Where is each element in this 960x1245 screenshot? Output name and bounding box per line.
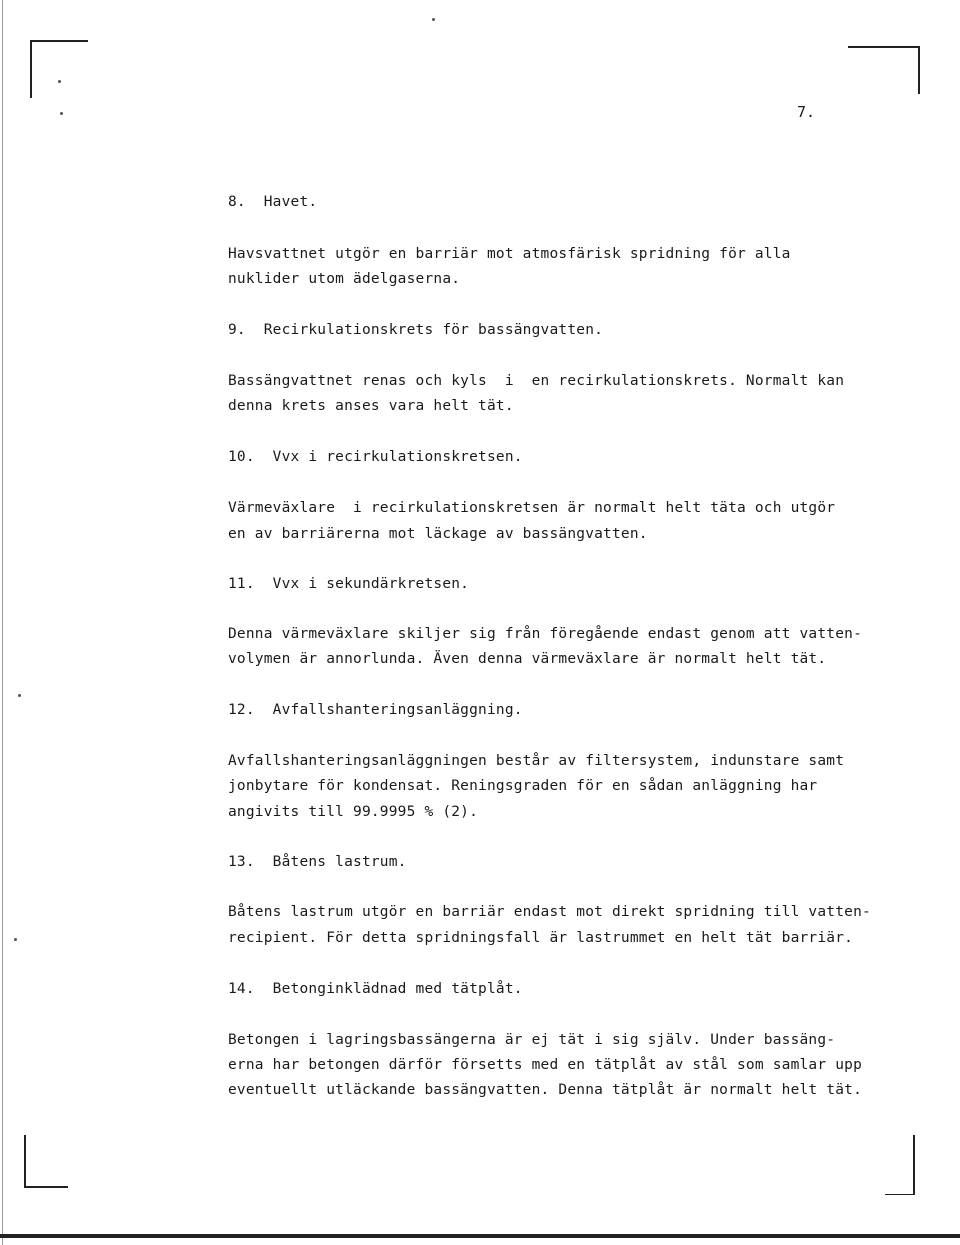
corner-mark-bottom-left-v [24,1135,26,1187]
page-number: 7. [797,103,816,121]
corner-mark-bottom-right-v [913,1135,915,1195]
body-line: nuklider utom ädelgaserna. [228,271,461,287]
left-edge-line [2,0,3,1245]
section-heading: 8. Havet. [228,194,318,210]
body-line: Betongen i lagringsbassängerna är ej tät i sig själv. Under bassäng- [228,1032,836,1048]
section-heading: 9. Recirkulationskrets för bassängvatten. [228,322,604,338]
body-line: recipient. För detta spridningsfall är lastrummet en helt tät barriär. [228,930,854,946]
section-heading: 10. Vvx i recirkulationskretsen. [228,449,523,465]
bottom-edge-line [0,1234,960,1238]
section-heading: 11. Vvx i sekundärkretsen. [228,576,470,592]
body-line: denna krets anses vara helt tät. [228,398,514,414]
speck [18,694,21,697]
body-line: en av barriärerna mot läckage av bassängvatten. [228,526,648,542]
corner-mark-top-left-v [30,40,32,98]
corner-mark-top-right-v [918,46,920,94]
body-line: erna har betongen därför försetts med en tätplåt av stål som samlar upp [228,1057,863,1073]
speck [58,80,61,83]
corner-mark-top-right-h [848,46,920,48]
body-line: angivits till 99.9995 % (2). [228,804,479,820]
body-line: Avfallshanteringsanläggningen består av filtersystem, indunstare samt [228,753,845,769]
body-line: Båtens lastrum utgör en barriär endast mot direkt spridning till vatten- [228,904,871,920]
corner-mark-bottom-left-h [24,1186,68,1188]
body-line: Bassängvattnet renas och kyls i en recirkulationskrets. Normalt kan [228,373,845,389]
body-line: Denna värmeväxlare skiljer sig från föregående endast genom att vatten- [228,626,863,642]
body-line: jonbytare för kondensat. Reningsgraden för en sådan anläggning har [228,778,818,794]
corner-mark-top-left-h [30,40,88,42]
corner-mark-bottom-right-h [885,1194,913,1195]
section-heading: 13. Båtens lastrum. [228,854,407,870]
body-line: Havsvattnet utgör en barriär mot atmosfärisk spridning för alla [228,246,791,262]
body-line: volymen är annorlunda. Även denna värmeväxlare är normalt helt tät. [228,651,827,667]
speck [14,938,17,941]
section-heading: 14. Betonginklädnad med tätplåt. [228,981,523,997]
body-line: eventuellt utläckande bassängvatten. Denna tätplåt är normalt helt tät. [228,1082,863,1098]
section-heading: 12. Avfallshanteringsanläggning. [228,702,523,718]
speck [432,18,435,21]
speck [60,112,63,115]
body-line: Värmeväxlare i recirkulationskretsen är normalt helt täta och utgör [228,500,836,516]
